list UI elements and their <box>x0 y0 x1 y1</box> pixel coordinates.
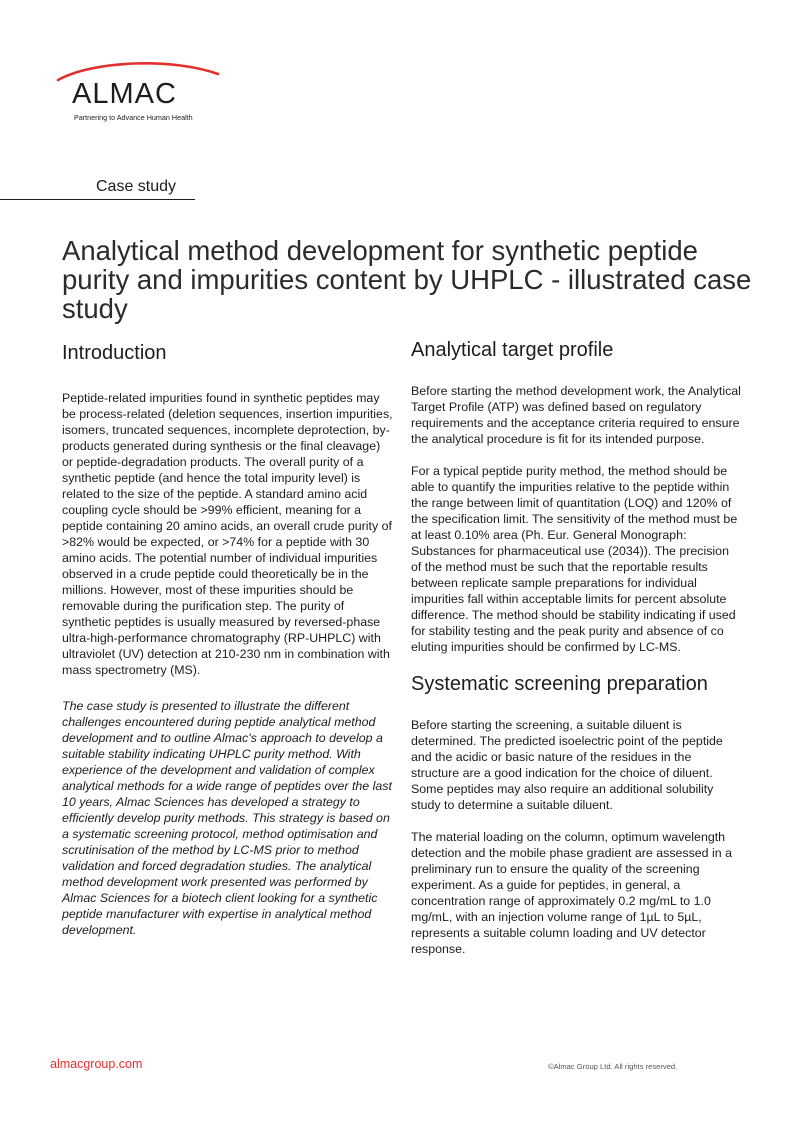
screening-paragraph-2: The material loading on the column, optimum wavelength detection and the mobile phase gradient are assessed in a preliminary run to ensure the quality of the screening experiment. As a guide for peptides, in general, a concentration range of approximately 0.2 mg/mL to 1.0 mg/mL, with an injection volume range of 1µL to 5µL, represents a suitable column loading and UV detector response. <box>411 830 732 956</box>
copyright-notice: ©Almac Group Ltd. All rights reserved. <box>548 1062 678 1071</box>
right-column <box>411 337 741 973</box>
introduction-paragraph-1: Peptide-related impurities found in synthetic peptides may be process-related (deletion sequences, insertion impurities, isomers, truncated sequences, incomplete deprotection, by-products generated during synthesis or the final cleavage) or peptide-degradation products. The overall purity of a synthetic peptide (and hence the total impurity level) is related to the size of the peptide. A standard amino acid coupling cycle should be >99% efficient, meaning for a peptide containing 20 amino acids, an overall crude purity of >82% would be expected, or >74% for a peptide with 30 amino acids. The potential number of individual impurities observed in a crude peptide could theoretically be in the millions. However, most of these impurities should be removable during the purification step. The purity of synthetic peptides is usually measured by reversed-phase ultra-high-performance chromatography (RP-UHPLC) with ultraviolet (UV) detection at 210-230 nm in combination with mass spectrometry (MS). <box>62 391 393 677</box>
almac-logo[interactable] <box>54 58 224 124</box>
atp-paragraph-2: For a typical peptide purity method, the method should be able to quantify the impurities relative to the peptide within the range between limit of quantitation (LOQ) and 120% of the specification limit. The sensitivity of the method must be at least 0.10% area (Ph. Eur. General Monograph: Substances for pharmaceutical use (2034)). The precision of the method must be such that the reportable results between replicate sample preparations for individual impurities fall within acceptable limits for percent absolute difference. The method should be stability indicating if used for stability testing and the peak purity and absence of co eluting impurities should be confirmed by LC-MS. <box>411 464 738 654</box>
introduction-paragraph-2: The case study is presented to illustrate the different challenges encountered during peptide analytical method development and to outline Almac's approach to develop a suitable stability indicating UHPLC purity method. With experience of the development and validation of complex analytical methods for a wide range of peptides over the last 10 years, Almac Sciences has developed a strategy to efficiently develop purity methods. This strategy is based on a systematic screening protocol, method optimisation and scrutinisation of the method by LC-MS prior to method validation and forced degradation studies. The analytical method development work presented was performed by Almac Sciences for a biotech client looking for a synthetic peptide manufacturer with expertise in analytical method development. <box>62 699 392 937</box>
website-link[interactable]: almacgroup.com <box>50 1057 143 1071</box>
left-column <box>62 340 394 954</box>
introduction-heading: Introduction <box>62 342 167 364</box>
atp-paragraph-1: Before starting the method development work, the Analytical Target Profile (ATP) was defined based on regulatory requirements and the acceptance criteria required to ensure the analytical procedure is fit for its intended purpose. <box>411 384 741 446</box>
page-title: Analytical method development for synthetic peptide purity and impurities content by UHPLC - illustrated case study <box>62 235 752 324</box>
atp-heading: Analytical target profile <box>411 339 614 361</box>
document-type-label: Case study <box>96 178 177 195</box>
header-divider <box>0 199 195 200</box>
screening-heading: Systematic screening preparation <box>411 673 708 695</box>
screening-paragraph-1: Before starting the screening, a suitable diluent is determined. The predicted isoelectric point of the peptide and the acidic or basic nature of the residues in the structure are a good indication for the choice of diluent. Some peptides may also require an additional solubility study to determine a suitable diluent. <box>411 718 723 812</box>
logo-wordmark: ALMAC <box>72 78 177 110</box>
logo-tagline: Partnering to Advance Human Health <box>74 113 193 122</box>
